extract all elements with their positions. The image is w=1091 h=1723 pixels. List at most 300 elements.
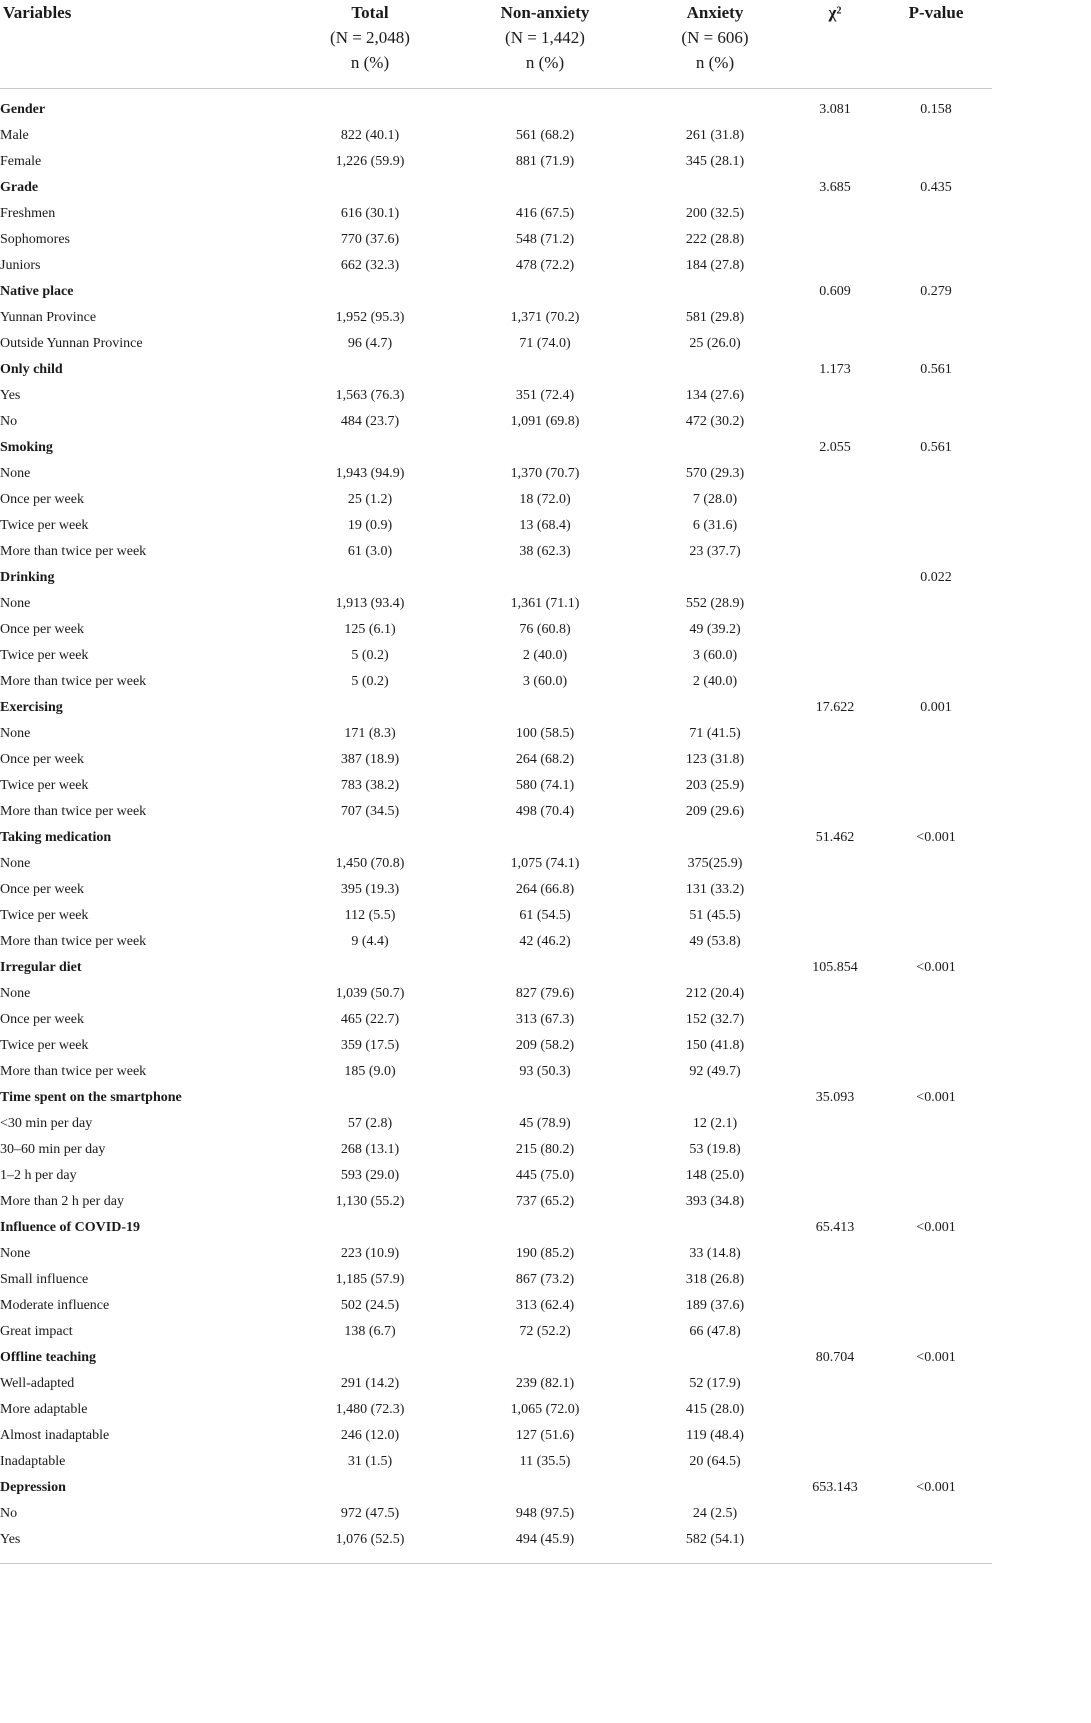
table-row	[0, 487, 992, 513]
table-row	[0, 1293, 992, 1319]
cell-chi-square: 0.609	[819, 284, 851, 299]
cell-chi-square: 51.462	[815, 830, 855, 845]
group-row	[0, 1085, 992, 1111]
table-row	[0, 903, 992, 929]
cell-anxiety: 134 (27.6)	[685, 388, 745, 403]
cell-chi-square	[790, 539, 880, 565]
cell-chi-square	[790, 201, 880, 227]
cell-anxiety: 119 (48.4)	[686, 1428, 744, 1443]
cell-chi-square	[790, 1293, 880, 1319]
row-label: Almost inadaptable	[0, 1428, 110, 1443]
cell-total: 822 (40.1)	[340, 128, 400, 143]
cell-non-anxiety: 13 (68.4)	[519, 518, 571, 533]
header-variables: Variables	[3, 3, 72, 22]
cell-p-value: <0.001	[916, 1220, 956, 1235]
row-label: None	[0, 986, 31, 1001]
cell-p-value: <0.001	[916, 830, 956, 845]
cell-chi-square	[790, 1163, 880, 1189]
row-label: Great impact	[0, 1324, 73, 1339]
header-chi-square: χ²	[828, 3, 842, 22]
cell-anxiety: 582 (54.1)	[685, 1532, 745, 1547]
cell-p-value	[880, 747, 992, 773]
table-row	[0, 617, 992, 643]
cell-chi-square	[790, 1397, 880, 1423]
cell-total: 1,952 (95.3)	[335, 310, 405, 325]
cell-non-anxiety	[450, 279, 640, 305]
cell-p-value	[880, 1527, 992, 1553]
cell-anxiety: 148 (25.0)	[685, 1168, 745, 1183]
cell-anxiety	[640, 1085, 790, 1111]
row-label: Small influence	[0, 1272, 89, 1287]
cell-p-value	[880, 981, 992, 1007]
cell-anxiety	[640, 565, 790, 591]
row-label: No	[0, 414, 18, 429]
cell-chi-square: 17.622	[815, 700, 855, 715]
header-divider	[0, 88, 992, 89]
cell-non-anxiety: 1,075 (74.1)	[510, 856, 580, 871]
group-row	[0, 1345, 992, 1371]
cell-total	[290, 955, 450, 981]
cell-non-anxiety: 42 (46.2)	[519, 934, 571, 949]
cell-anxiety: 150 (41.8)	[685, 1038, 745, 1053]
cell-chi-square	[790, 565, 880, 591]
row-label: Once per week	[0, 492, 84, 507]
cell-total: 138 (6.7)	[344, 1324, 396, 1339]
group-row	[0, 1215, 992, 1241]
row-label: Grade	[0, 180, 39, 195]
cell-p-value	[880, 1059, 992, 1085]
cell-anxiety: 24 (2.5)	[692, 1506, 738, 1521]
cell-anxiety: 131 (33.2)	[685, 882, 745, 897]
cell-anxiety: 7 (28.0)	[692, 492, 738, 507]
cell-non-anxiety: 264 (66.8)	[515, 882, 575, 897]
cell-total: 268 (13.1)	[340, 1142, 400, 1157]
cell-anxiety: 203 (25.9)	[685, 778, 745, 793]
cell-chi-square: 1.173	[819, 362, 851, 377]
cell-anxiety: 184 (27.8)	[685, 258, 745, 273]
row-label: Time spent on the smartphone	[0, 1090, 182, 1105]
table-row	[0, 461, 992, 487]
cell-total: 9 (4.4)	[351, 934, 389, 949]
row-label: Twice per week	[0, 1038, 89, 1053]
table-row	[0, 253, 992, 279]
cell-non-anxiety: 18 (72.0)	[519, 492, 571, 507]
cell-chi-square	[790, 1059, 880, 1085]
row-label: More than twice per week	[0, 674, 147, 689]
cell-total	[290, 279, 450, 305]
cell-chi-square	[790, 877, 880, 903]
cell-anxiety: 345 (28.1)	[685, 154, 745, 169]
row-label: More than twice per week	[0, 1064, 147, 1079]
cell-anxiety	[640, 1215, 790, 1241]
cell-anxiety	[640, 695, 790, 721]
table-row	[0, 799, 992, 825]
table-row	[0, 669, 992, 695]
cell-p-value: 0.279	[920, 284, 952, 299]
header-anxiety: Anxiety (N = 606) n (%)	[681, 3, 749, 72]
cell-non-anxiety	[450, 955, 640, 981]
cell-p-value: 0.158	[920, 102, 952, 117]
cell-p-value	[880, 253, 992, 279]
cell-chi-square	[790, 513, 880, 539]
cell-non-anxiety: 548 (71.2)	[515, 232, 575, 247]
cell-chi-square	[790, 643, 880, 669]
table-row	[0, 851, 992, 877]
cell-total: 502 (24.5)	[340, 1298, 400, 1313]
table-row	[0, 1267, 992, 1293]
cell-total: 171 (8.3)	[344, 726, 396, 741]
cell-chi-square	[790, 1007, 880, 1033]
cell-chi-square	[790, 903, 880, 929]
cell-total: 1,130 (55.2)	[335, 1194, 405, 1209]
row-label: Native place	[0, 284, 74, 299]
cell-non-anxiety	[450, 97, 640, 123]
cell-p-value	[880, 1241, 992, 1267]
row-label: None	[0, 1246, 31, 1261]
row-label: None	[0, 856, 31, 871]
row-label: Once per week	[0, 622, 84, 637]
cell-non-anxiety: 239 (82.1)	[515, 1376, 575, 1391]
cell-total: 1,185 (57.9)	[335, 1272, 405, 1287]
table-row	[0, 1423, 992, 1449]
row-label: <30 min per day	[0, 1116, 93, 1131]
row-label: 30–60 min per day	[0, 1142, 106, 1157]
cell-non-anxiety	[450, 175, 640, 201]
row-label: Sophomores	[0, 232, 70, 247]
row-label: Twice per week	[0, 518, 89, 533]
row-label: Exercising	[0, 700, 63, 715]
cell-p-value	[880, 877, 992, 903]
cell-chi-square	[790, 383, 880, 409]
table-row	[0, 877, 992, 903]
cell-chi-square	[790, 487, 880, 513]
cell-chi-square: 653.143	[812, 1480, 858, 1495]
cell-non-anxiety: 1,091 (69.8)	[510, 414, 580, 429]
cell-total: 57 (2.8)	[347, 1116, 393, 1131]
cell-non-anxiety	[450, 825, 640, 851]
cell-chi-square	[790, 461, 880, 487]
cell-total: 972 (47.5)	[340, 1506, 400, 1521]
cell-chi-square	[790, 123, 880, 149]
cell-non-anxiety: 561 (68.2)	[515, 128, 575, 143]
row-label: Yes	[0, 388, 21, 403]
cell-p-value	[880, 1267, 992, 1293]
cell-total: 359 (17.5)	[340, 1038, 400, 1053]
cell-non-anxiety: 100 (58.5)	[515, 726, 575, 741]
cell-non-anxiety: 498 (70.4)	[515, 804, 575, 819]
cell-non-anxiety: 3 (60.0)	[522, 674, 568, 689]
cell-non-anxiety	[450, 1345, 640, 1371]
cell-p-value	[880, 461, 992, 487]
row-label: Juniors	[0, 258, 41, 273]
cell-total	[290, 97, 450, 123]
cell-p-value	[880, 331, 992, 357]
table-row	[0, 1189, 992, 1215]
row-label: Smoking	[0, 440, 53, 455]
table-row	[0, 149, 992, 175]
table-row	[0, 1007, 992, 1033]
table-row	[0, 513, 992, 539]
row-label: Twice per week	[0, 778, 89, 793]
table-row	[0, 1137, 992, 1163]
row-label: Twice per week	[0, 908, 89, 923]
table-row	[0, 1371, 992, 1397]
cell-total	[290, 695, 450, 721]
cell-total: 185 (9.0)	[344, 1064, 396, 1079]
cell-non-anxiety: 1,370 (70.7)	[510, 466, 580, 481]
cell-chi-square	[790, 1241, 880, 1267]
cell-non-anxiety: 478 (72.2)	[515, 258, 575, 273]
cell-p-value	[880, 539, 992, 565]
cell-non-anxiety: 71 (74.0)	[519, 336, 571, 351]
table-header	[0, 0, 1091, 90]
cell-anxiety	[640, 1475, 790, 1501]
cell-total: 5 (0.2)	[351, 674, 389, 689]
cell-p-value	[880, 513, 992, 539]
cell-non-anxiety: 313 (62.4)	[515, 1298, 575, 1313]
cell-p-value	[880, 1397, 992, 1423]
row-label: Female	[0, 154, 42, 169]
cell-p-value	[880, 305, 992, 331]
cell-chi-square	[790, 1189, 880, 1215]
row-label: Well-adapted	[0, 1376, 75, 1391]
cell-total: 291 (14.2)	[340, 1376, 400, 1391]
cell-total: 19 (0.9)	[347, 518, 393, 533]
cell-p-value: <0.001	[916, 960, 956, 975]
cell-non-anxiety: 313 (67.3)	[515, 1012, 575, 1027]
cell-p-value	[880, 929, 992, 955]
cell-p-value	[880, 201, 992, 227]
row-label: Inadaptable	[0, 1454, 66, 1469]
row-label: Influence of COVID-19	[0, 1220, 140, 1235]
row-label: Yes	[0, 1532, 21, 1547]
table-row	[0, 929, 992, 955]
cell-total: 96 (4.7)	[347, 336, 393, 351]
cell-chi-square	[790, 799, 880, 825]
cell-p-value	[880, 1137, 992, 1163]
cell-anxiety: 33 (14.8)	[689, 1246, 741, 1261]
cell-total: 662 (32.3)	[340, 258, 400, 273]
header-non-anxiety: Non-anxiety (N = 1,442) n (%)	[500, 3, 590, 72]
cell-non-anxiety: 445 (75.0)	[515, 1168, 575, 1183]
cell-p-value	[880, 487, 992, 513]
cell-p-value	[880, 1371, 992, 1397]
cell-p-value	[880, 799, 992, 825]
cell-chi-square	[790, 1319, 880, 1345]
table-row	[0, 721, 992, 747]
group-row	[0, 695, 992, 721]
cell-chi-square	[790, 253, 880, 279]
cell-total: 223 (10.9)	[340, 1246, 400, 1261]
group-row	[0, 175, 992, 201]
cell-anxiety: 49 (53.8)	[689, 934, 741, 949]
table-row	[0, 201, 992, 227]
row-label: None	[0, 596, 31, 611]
cell-p-value	[880, 591, 992, 617]
table-row	[0, 383, 992, 409]
cell-chi-square	[790, 409, 880, 435]
table-row	[0, 1033, 992, 1059]
row-label: 1–2 h per day	[0, 1168, 77, 1183]
cell-anxiety: 52 (17.9)	[689, 1376, 741, 1391]
table-row	[0, 305, 992, 331]
cell-non-anxiety: 45 (78.9)	[519, 1116, 571, 1131]
cell-anxiety: 53 (19.8)	[689, 1142, 741, 1157]
header-total: Total (N = 2,048) n (%)	[330, 3, 410, 72]
cell-anxiety: 2 (40.0)	[692, 674, 738, 689]
cell-anxiety	[640, 825, 790, 851]
cell-total	[290, 825, 450, 851]
cell-non-anxiety	[450, 695, 640, 721]
cell-p-value: <0.001	[916, 1350, 956, 1365]
cell-chi-square: 35.093	[815, 1090, 855, 1105]
cell-non-anxiety	[450, 435, 640, 461]
row-label: Male	[0, 128, 29, 143]
cell-total: 707 (34.5)	[340, 804, 400, 819]
cell-p-value	[880, 617, 992, 643]
cell-p-value	[880, 409, 992, 435]
table-row	[0, 539, 992, 565]
cell-chi-square	[790, 149, 880, 175]
cell-non-anxiety: 127 (51.6)	[515, 1428, 575, 1443]
cell-p-value	[880, 149, 992, 175]
cell-total	[290, 175, 450, 201]
cell-anxiety: 152 (32.7)	[685, 1012, 745, 1027]
cell-anxiety: 123 (31.8)	[685, 752, 745, 767]
cell-non-anxiety: 351 (72.4)	[515, 388, 575, 403]
row-label: Only child	[0, 362, 63, 377]
cell-p-value	[880, 643, 992, 669]
cell-non-anxiety: 2 (40.0)	[522, 648, 568, 663]
cell-anxiety: 200 (32.5)	[685, 206, 745, 221]
cell-anxiety: 472 (30.2)	[685, 414, 745, 429]
cell-non-anxiety: 215 (80.2)	[515, 1142, 575, 1157]
cell-anxiety: 71 (41.5)	[689, 726, 741, 741]
table-row	[0, 123, 992, 149]
cell-p-value: <0.001	[916, 1480, 956, 1495]
cell-chi-square: 105.854	[812, 960, 858, 975]
cell-anxiety: 552 (28.9)	[685, 596, 745, 611]
cell-anxiety: 49 (39.2)	[689, 622, 741, 637]
group-row	[0, 279, 992, 305]
cell-p-value	[880, 1449, 992, 1475]
cell-chi-square	[790, 851, 880, 877]
cell-total: 1,480 (72.3)	[335, 1402, 405, 1417]
cell-non-anxiety: 38 (62.3)	[519, 544, 571, 559]
table-row	[0, 331, 992, 357]
table-row	[0, 1059, 992, 1085]
table-row	[0, 1241, 992, 1267]
cell-chi-square: 80.704	[815, 1350, 855, 1365]
cell-total: 465 (22.7)	[340, 1012, 400, 1027]
cell-total: 5 (0.2)	[351, 648, 389, 663]
cell-chi-square	[790, 1501, 880, 1527]
table-row	[0, 1527, 992, 1553]
cell-non-anxiety: 1,371 (70.2)	[510, 310, 580, 325]
cell-p-value	[880, 1007, 992, 1033]
cell-p-value	[880, 1033, 992, 1059]
cell-non-anxiety: 948 (97.5)	[515, 1506, 575, 1521]
table-row	[0, 773, 992, 799]
cell-non-anxiety: 72 (52.2)	[519, 1324, 571, 1339]
table-row	[0, 1449, 992, 1475]
row-label: More than twice per week	[0, 804, 147, 819]
cell-anxiety: 51 (45.5)	[689, 908, 741, 923]
cell-total	[290, 435, 450, 461]
cell-p-value: 0.435	[920, 180, 952, 195]
cell-anxiety: 581 (29.8)	[685, 310, 745, 325]
cell-non-anxiety: 867 (73.2)	[515, 1272, 575, 1287]
cell-p-value	[880, 1189, 992, 1215]
cell-chi-square: 65.413	[815, 1220, 855, 1235]
cell-non-anxiety	[450, 357, 640, 383]
row-label: Depression	[0, 1480, 66, 1495]
cell-non-anxiety: 190 (85.2)	[515, 1246, 575, 1261]
row-label: Irregular diet	[0, 960, 82, 975]
cell-total: 25 (1.2)	[347, 492, 393, 507]
cell-p-value	[880, 773, 992, 799]
row-label: Once per week	[0, 882, 84, 897]
table-row	[0, 747, 992, 773]
row-label: More than twice per week	[0, 934, 147, 949]
cell-chi-square	[790, 1137, 880, 1163]
group-row	[0, 1475, 992, 1501]
cell-chi-square	[790, 773, 880, 799]
cell-total: 1,943 (94.9)	[335, 466, 405, 481]
cell-anxiety	[640, 1345, 790, 1371]
cell-p-value: <0.001	[916, 1090, 956, 1105]
cell-anxiety: 393 (34.8)	[685, 1194, 745, 1209]
cell-chi-square	[790, 617, 880, 643]
row-label: Offline teaching	[0, 1350, 97, 1365]
cell-non-anxiety: 580 (74.1)	[515, 778, 575, 793]
cell-chi-square: 3.081	[819, 102, 851, 117]
cell-chi-square	[790, 331, 880, 357]
table-row	[0, 1111, 992, 1137]
cell-total: 484 (23.7)	[340, 414, 400, 429]
cell-non-anxiety: 93 (50.3)	[519, 1064, 571, 1079]
cell-non-anxiety	[450, 565, 640, 591]
cell-total: 1,450 (70.8)	[335, 856, 405, 871]
cell-p-value	[880, 903, 992, 929]
cell-chi-square	[790, 1449, 880, 1475]
group-row	[0, 565, 992, 591]
cell-total: 1,563 (76.3)	[335, 388, 405, 403]
row-label: More than 2 h per day	[0, 1194, 125, 1209]
cell-total	[290, 1345, 450, 1371]
row-label: Gender	[0, 102, 46, 117]
cell-total: 112 (5.5)	[344, 908, 396, 923]
cell-p-value	[880, 721, 992, 747]
cell-chi-square	[790, 227, 880, 253]
table-row	[0, 1319, 992, 1345]
cell-anxiety: 318 (26.8)	[685, 1272, 745, 1287]
cell-non-anxiety	[450, 1475, 640, 1501]
cell-anxiety: 209 (29.6)	[685, 804, 745, 819]
cell-total: 770 (37.6)	[340, 232, 400, 247]
row-label: Taking medication	[0, 830, 112, 845]
cell-total: 593 (29.0)	[340, 1168, 400, 1183]
group-row	[0, 97, 992, 123]
cell-p-value	[880, 1163, 992, 1189]
cell-anxiety: 12 (2.1)	[692, 1116, 738, 1131]
cell-total: 246 (12.0)	[340, 1428, 400, 1443]
table-row	[0, 409, 992, 435]
group-row	[0, 435, 992, 461]
cell-chi-square	[790, 929, 880, 955]
row-label: More than twice per week	[0, 544, 147, 559]
cell-p-value	[880, 851, 992, 877]
